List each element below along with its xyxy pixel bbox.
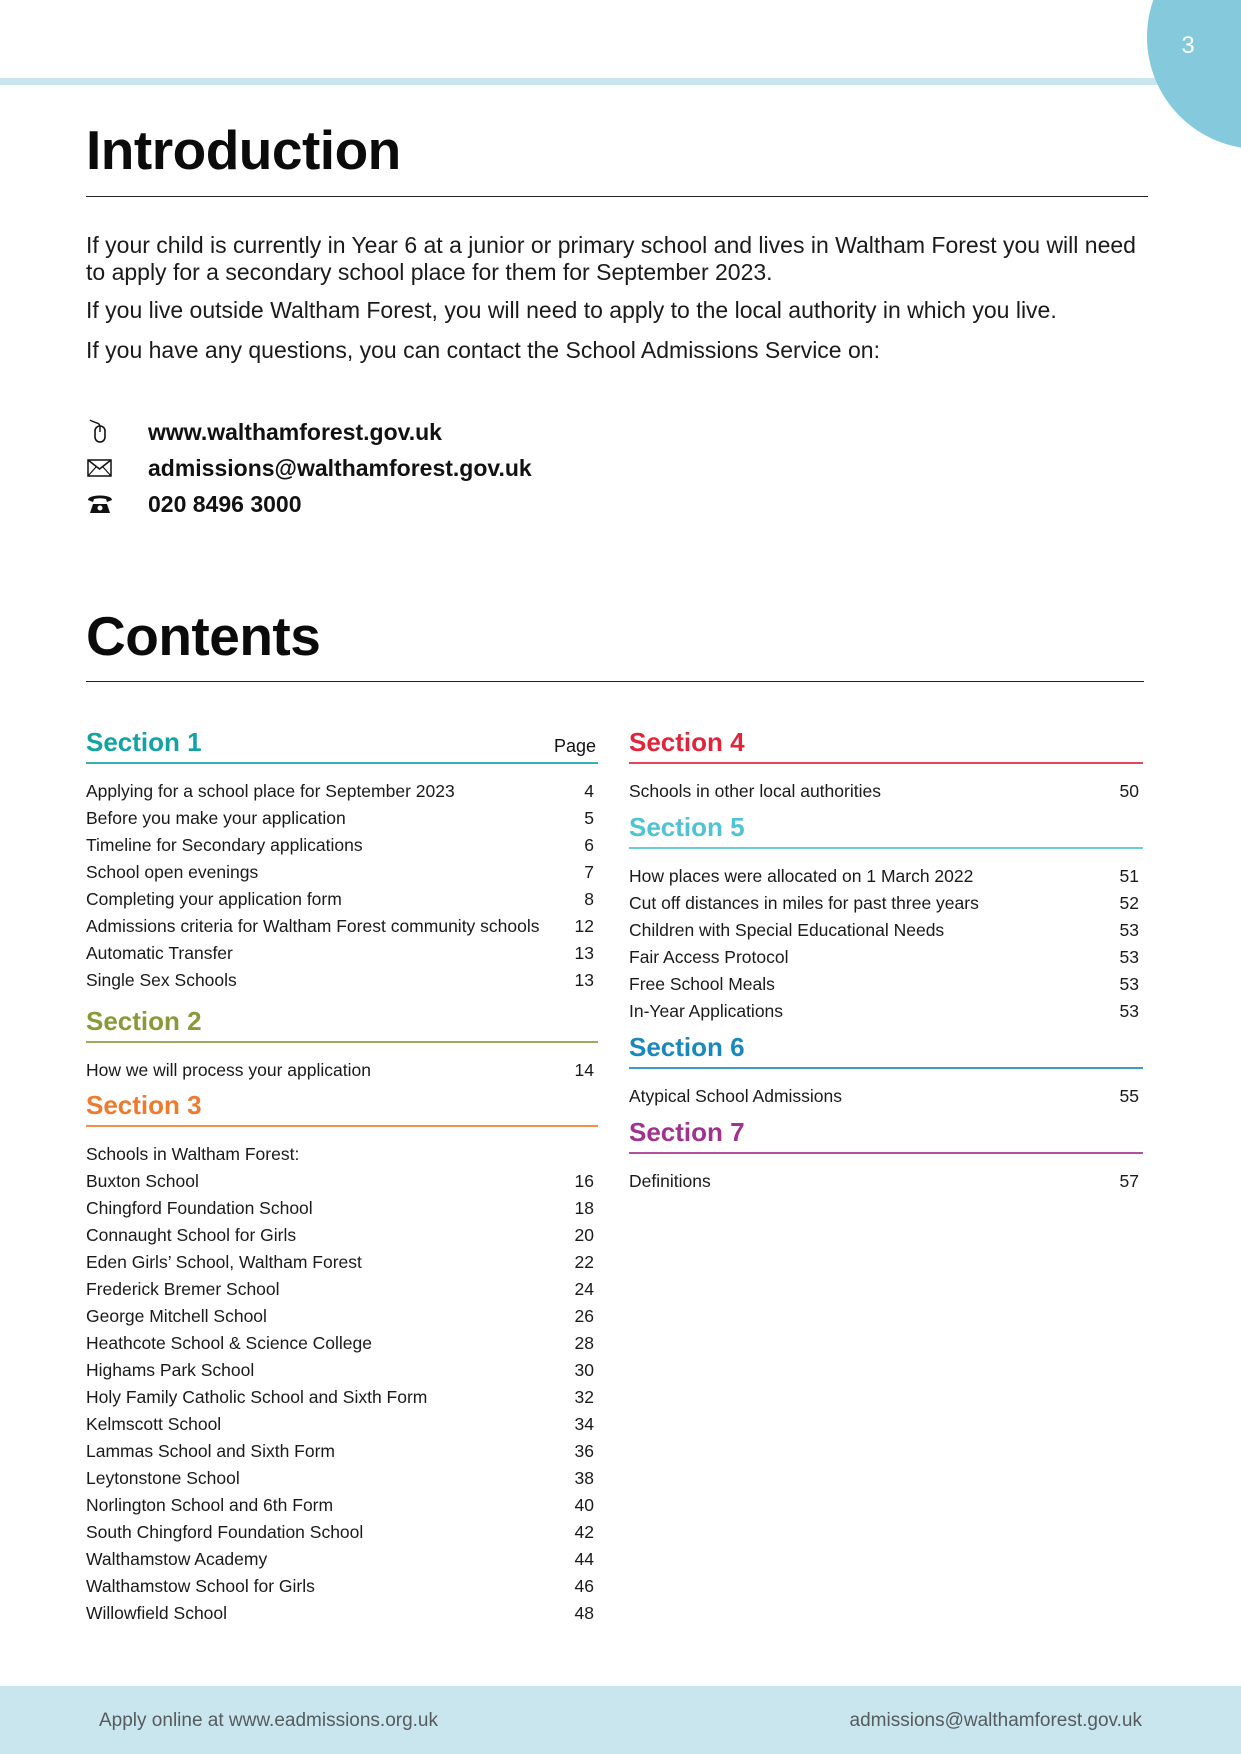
section-heading-5: Section 5 — [629, 812, 745, 842]
toc-entry-title: Applying for a school place for September 2023 — [86, 781, 455, 801]
toc-entry[interactable] — [86, 969, 594, 991]
envelope-icon — [86, 454, 114, 482]
section-rule-2 — [86, 1041, 598, 1043]
toc-entry-page: 53 — [1119, 947, 1139, 967]
toc-entry[interactable] — [86, 1602, 594, 1624]
toc-entry-title: Heathcote School & Science College — [86, 1333, 373, 1353]
toc-entry[interactable] — [629, 780, 1139, 802]
toc-entry-page: 26 — [574, 1306, 594, 1326]
toc-entry-title: Norlington School and 6th Form — [86, 1495, 334, 1515]
toc-entry-page: 53 — [1119, 974, 1139, 994]
toc-entry[interactable] — [86, 1575, 594, 1597]
toc-entry-title: Atypical School Admissions — [629, 1086, 843, 1106]
phone-number[interactable]: 020 8496 3000 — [148, 491, 302, 517]
toc-entry-title: Completing your application form — [86, 889, 342, 909]
toc-entry-title: Timeline for Secondary applications — [86, 835, 363, 855]
telephone-icon — [86, 490, 114, 518]
toc-entry[interactable] — [86, 780, 594, 802]
toc-entry[interactable] — [86, 1059, 594, 1081]
toc-entry-title: How we will process your application — [86, 1060, 371, 1080]
toc-entry-page: 18 — [574, 1198, 594, 1218]
footer-apply-online[interactable]: Apply online at www.eadmissions.org.uk — [99, 1710, 439, 1731]
toc-entry-title: Free School Meals — [629, 974, 775, 994]
toc-entry[interactable] — [86, 1440, 594, 1462]
toc-entry-page: 13 — [574, 943, 594, 963]
toc-entry[interactable] — [86, 1386, 594, 1408]
section-heading-3: Section 3 — [86, 1090, 202, 1120]
toc-entry-title: Buxton School — [86, 1171, 199, 1191]
toc-entry-page: 52 — [1119, 893, 1139, 913]
toc-entry-page: 36 — [574, 1441, 594, 1461]
page-column-label: Page — [554, 736, 597, 756]
toc-entry-page: 8 — [584, 889, 594, 909]
page-number: 3 — [1181, 32, 1195, 59]
toc-entry[interactable] — [86, 1467, 594, 1489]
toc-entry-page: 12 — [574, 916, 594, 936]
section-rule-7 — [629, 1152, 1143, 1154]
toc-entry[interactable] — [86, 1494, 594, 1516]
toc-entry-page: 30 — [574, 1360, 594, 1380]
toc-entry[interactable] — [86, 1251, 594, 1273]
toc-entry[interactable] — [86, 1224, 594, 1246]
toc-entry-page: 7 — [584, 862, 594, 882]
toc-entry-page: 42 — [574, 1522, 594, 1542]
toc-entry-page: 53 — [1119, 1001, 1139, 1021]
toc-entry-title: Walthamstow Academy — [86, 1549, 268, 1569]
toc-entry-title: Schools in Waltham Forest: — [86, 1144, 300, 1164]
website-link[interactable]: www.walthamforest.gov.uk — [148, 419, 442, 445]
toc-entry[interactable] — [629, 1085, 1139, 1107]
section-rule-3 — [86, 1125, 598, 1127]
toc-entry-page: 51 — [1119, 866, 1139, 886]
toc-entry[interactable] — [629, 973, 1139, 995]
section-heading-7: Section 7 — [629, 1117, 745, 1147]
intro-heading-rule — [86, 196, 1148, 197]
toc-entry[interactable] — [86, 1521, 594, 1543]
toc-entry-page: 22 — [574, 1252, 594, 1272]
toc-entry[interactable] — [629, 1000, 1139, 1022]
toc-entry-title: Kelmscott School — [86, 1414, 222, 1434]
toc-entry[interactable] — [86, 942, 594, 964]
toc-entry-page: 57 — [1119, 1171, 1139, 1191]
section-heading-4: Section 4 — [629, 727, 745, 757]
section-heading-6: Section 6 — [629, 1032, 745, 1062]
toc-entry-page: 50 — [1119, 781, 1139, 801]
contact-email[interactable] — [86, 454, 786, 484]
toc-entry-title: School open evenings — [86, 862, 259, 882]
toc-entry-title: Holy Family Catholic School and Sixth Form — [86, 1387, 428, 1407]
toc-entry-page: 4 — [584, 781, 594, 801]
toc-entry[interactable] — [629, 919, 1139, 941]
email-link[interactable]: admissions@walthamforest.gov.uk — [148, 455, 532, 481]
toc-entry-title: Frederick Bremer School — [86, 1279, 280, 1299]
toc-entry-page: 20 — [574, 1225, 594, 1245]
toc-entry-page: 6 — [584, 835, 594, 855]
section-rule-1 — [86, 762, 598, 764]
toc-entry-title: Definitions — [629, 1171, 711, 1191]
toc-entry-page: 16 — [574, 1171, 594, 1191]
toc-entry-page: 38 — [574, 1468, 594, 1488]
toc-entry-title: Single Sex Schools — [86, 970, 237, 990]
toc-entry-page: 46 — [574, 1576, 594, 1596]
toc-entry-page: 14 — [574, 1060, 594, 1080]
toc-entry[interactable] — [629, 1170, 1139, 1192]
toc-entry[interactable] — [86, 888, 594, 910]
contents-heading: Contents — [86, 605, 321, 667]
intro-paragraph-1: If your child is currently in Year 6 at a junior or primary school and lives in Waltham Forest you will need to apply for a secondary school place for them for September 2023. — [86, 232, 1136, 285]
toc-entry-title: George Mitchell School — [86, 1306, 267, 1326]
toc-entry[interactable] — [86, 1197, 594, 1219]
toc-entry-page: 55 — [1119, 1086, 1139, 1106]
toc-entry-title: South Chingford Foundation School — [86, 1522, 364, 1542]
toc-entry-title: Before you make your application — [86, 808, 346, 828]
toc-entry-title: Lammas School and Sixth Form — [86, 1441, 335, 1461]
toc-entry[interactable] — [86, 1359, 594, 1381]
section-rule-5 — [629, 847, 1143, 849]
toc-entry[interactable] — [86, 1170, 594, 1192]
mouse-icon — [86, 418, 114, 446]
toc-entry[interactable] — [629, 865, 1139, 887]
toc-entry-title: Leytonstone School — [86, 1468, 240, 1488]
section-rule-6 — [629, 1067, 1143, 1069]
toc-entry[interactable] — [629, 892, 1139, 914]
toc-entry-page: 34 — [574, 1414, 594, 1434]
toc-entry-title: Willowfield School — [86, 1603, 228, 1623]
toc-entry-page: 53 — [1119, 920, 1139, 940]
toc-entry[interactable] — [86, 807, 594, 829]
toc-entry[interactable] — [86, 1332, 594, 1354]
intro-paragraph-2: If you live outside Waltham Forest, you will need to apply to the local authority in which you live. — [86, 297, 1057, 323]
toc-entry[interactable] — [86, 861, 594, 883]
toc-entry-page: 32 — [574, 1387, 594, 1407]
toc-entry-page: 44 — [574, 1549, 594, 1569]
toc-entry-title: Schools in other local authorities — [629, 781, 881, 801]
toc-entry-page: 5 — [584, 808, 594, 828]
toc-entry-title: Highams Park School — [86, 1360, 255, 1380]
toc-entry[interactable] — [86, 915, 594, 937]
toc-entry[interactable] — [629, 946, 1139, 968]
contact-phone[interactable] — [86, 490, 786, 520]
section-heading-2: Section 2 — [86, 1006, 202, 1036]
toc-entry-title: How places were allocated on 1 March 2022 — [629, 866, 974, 886]
toc-entry[interactable] — [86, 1548, 594, 1570]
toc-entry-title: Chingford Foundation School — [86, 1198, 313, 1218]
toc-entry[interactable] — [86, 1413, 594, 1435]
section-heading-1: Section 1 — [86, 727, 202, 757]
contact-website[interactable] — [86, 418, 786, 448]
section-rule-4 — [629, 762, 1143, 764]
toc-entry — [86, 1143, 594, 1165]
contents-heading-rule — [86, 681, 1144, 682]
toc-entry-title: Eden Girls’ School, Waltham Forest — [86, 1252, 362, 1272]
intro-paragraph-3: If you have any questions, you can contact the School Admissions Service on: — [86, 337, 880, 363]
toc-entry[interactable] — [86, 1305, 594, 1327]
toc-entry-page: 48 — [574, 1603, 594, 1623]
toc-entry[interactable] — [86, 834, 594, 856]
toc-entry-page: 40 — [574, 1495, 594, 1515]
toc-entry-title: Walthamstow School for Girls — [86, 1576, 315, 1596]
header-rule — [0, 78, 1241, 85]
toc-entry-title: Admissions criteria for Waltham Forest community schools — [86, 916, 540, 936]
toc-entry-title: Children with Special Educational Needs — [629, 920, 945, 940]
toc-entry[interactable] — [86, 1278, 594, 1300]
footer-email[interactable]: admissions@walthamforest.gov.uk — [849, 1710, 1142, 1731]
toc-entry-title: Fair Access Protocol — [629, 947, 789, 967]
intro-heading: Introduction — [86, 119, 401, 181]
page-number-badge — [1147, 0, 1241, 149]
toc-entry-page: 28 — [574, 1333, 594, 1353]
footer — [0, 1686, 1241, 1754]
toc-entry-title: Connaught School for Girls — [86, 1225, 297, 1245]
toc-entry-title: Automatic Transfer — [86, 943, 233, 963]
toc-entry-page: 13 — [574, 970, 594, 990]
toc-entry-page: 24 — [574, 1279, 594, 1299]
toc-entry-title: Cut off distances in miles for past three years — [629, 893, 979, 913]
toc-entry-title: In-Year Applications — [629, 1001, 784, 1021]
